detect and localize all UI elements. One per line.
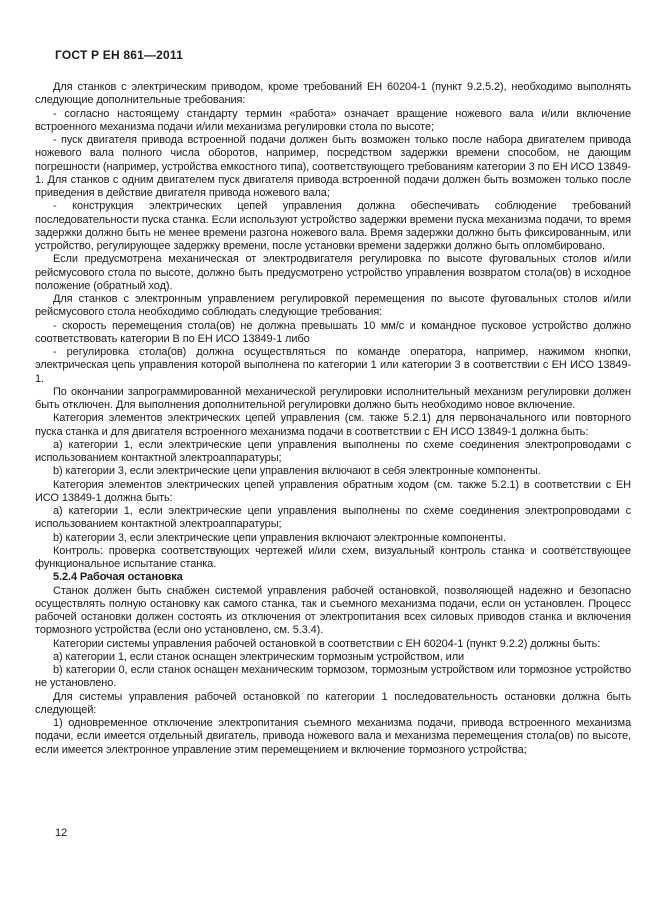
list-item-dash: - пуск двигателя привода встроенной подачи должен быть возможен только после набора двигателем привода ножевого вала полного числа оборотов, например, посредством задержки времени способом, не дающим погрешности (например, устройства емкостного типа), соответствующего требованиям категории 3 по ЕН ИСО 13849-1. Для станков с одним двигателем пуск двигателя привода встроенной подачи должен быть возможен только после приведения в действие двигателя привода ножевого вала;: [35, 134, 631, 199]
paragraph: Категория элементов электрических цепей управления обратным ходом (см. также 5.2.1) в соответствии с ЕН ИСО 13849-1 должна быть:: [35, 478, 631, 504]
list-item-letter: a) категории 1, если электрические цепи управления выполнены по схеме соединения электропроводами с использованием контактной электроаппаратуры;: [35, 438, 631, 464]
list-item-letter: a) категории 1, если станок оснащен электрическим тормозным устройством, или: [53, 650, 465, 663]
document-header: ГОСТ Р ЕН 861—2011: [55, 48, 184, 62]
paragraph: Для станков с электрическим приводом, кроме требований ЕН 60204-1 (пункт 9.2.5.2), необходимо выполнять следующие дополнительные требования:: [35, 81, 631, 107]
paragraph: Для станков с электронным управлением регулировкой перемещения по высоте фуговальных столов и/или рейсмусового стола необходимо соблюдать следующие требования:: [35, 293, 631, 319]
section-heading: 5.2.4 Рабочая остановка: [53, 571, 183, 584]
document-body: [35, 81, 631, 757]
list-item-dash: - скорость перемещения стола(ов) не должна превышать 10 мм/с и командное пусковое устройство должно соответствовать категории В по ЕН ИСО 13849-1 либо: [35, 319, 631, 345]
list-item-letter: b) категории 3, если электрические цепи управления включают в себя электронные компоненты.: [53, 465, 541, 478]
paragraph: Категория элементов электрических цепей управления (см. также 5.2.1) для первоначального или повторного пуска станка и для двигателя встроенного механизма подачи в соответствии с ЕН ИСО 13849-1 должна быть:: [35, 412, 631, 438]
list-item-letter: b) категории 0, если станок оснащен механическим тормозом, тормозным устройством или тормозное устройство не установлено.: [35, 664, 631, 690]
list-item-dash: - регулировка стола(ов) должна осуществляться по команде оператора, например, нажимом кнопки, электрическая цепь управления которой выполнена по категории 1 или категории 3 в соответствии с ЕН ИСО 13849-1.: [35, 346, 631, 385]
list-item-letter: a) категории 1, если электрические цепи управления выполнены по схеме соединения электропроводами с использованием контактной электроаппаратуры;: [35, 505, 631, 531]
paragraph: Станок должен быть снабжен системой управления рабочей остановкой, позволяющей надежно и безопасно осуществлять полную остановку как самого станка, так и съемного механизма подачи, если он установлен. Процесс рабочей остановки должен состоять из отключения от электропитания всех силовых приводов станка и включения тормозного устройства (если оно установлено, см. 5.3.4).: [35, 584, 631, 637]
list-item-number: 1) одновременное отключение электропитания съемного механизма подачи, привода встроенного механизма подачи, если имеется отдельный двигатель, привода ножевого вала и механизма перемещения стола(ов) по высоте, если имеется электронное управление этим перемещением и включение тормозного устройства;: [35, 717, 631, 756]
page-number: 12: [55, 827, 68, 839]
list-item-dash: - конструкция электрических цепей управления должна обеспечивать соблюдение требований последовательности пуска станка. Если используют устройство задержки времени пуска механизма подачи, то время задержки должно быть не менее времени разгона ножевого вала. Время задержки должно быть фиксированным, или устройство, регулирующее задержку времени, после установки времени задержки должно быть опломбировано.: [35, 200, 631, 252]
paragraph: По окончании запрограммированной механической регулировки исполнительный механизм регулировки должен быть отключен. Для выполнения дополнительной регулировки должно быть необходимо новое включение.: [35, 385, 631, 411]
list-item-dash: - согласно настоящему стандарту термин «работа» означает вращение ножевого вала и/или включение встроенного механизма подачи и/или механизма регулировки стола по высоте;: [35, 107, 631, 133]
list-item-letter: b) категории 3, если электрические цепи управления включают электронные компоненты.: [53, 531, 506, 544]
paragraph: Категории системы управления рабочей остановкой в соответствии с ЕН 60204-1 (пункт 9.2.2) должны быть:: [53, 637, 601, 650]
paragraph: Для системы управления рабочей остановкой по категории 1 последовательность остановки должна быть следующей:: [35, 690, 631, 716]
paragraph: Контроль: проверка соответствующих чертежей и/или схем, визуальный контроль станка и соответствующее функциональное испытание станка.: [35, 544, 631, 570]
paragraph: Если предусмотрена механическая от электродвигателя регулировка по высоте фуговальных столов и/или рейсмусового стола по высоте, должно быть предусмотрено устройство управления возвратом стола(ов) в исходное положение (обратный ход).: [35, 253, 631, 292]
